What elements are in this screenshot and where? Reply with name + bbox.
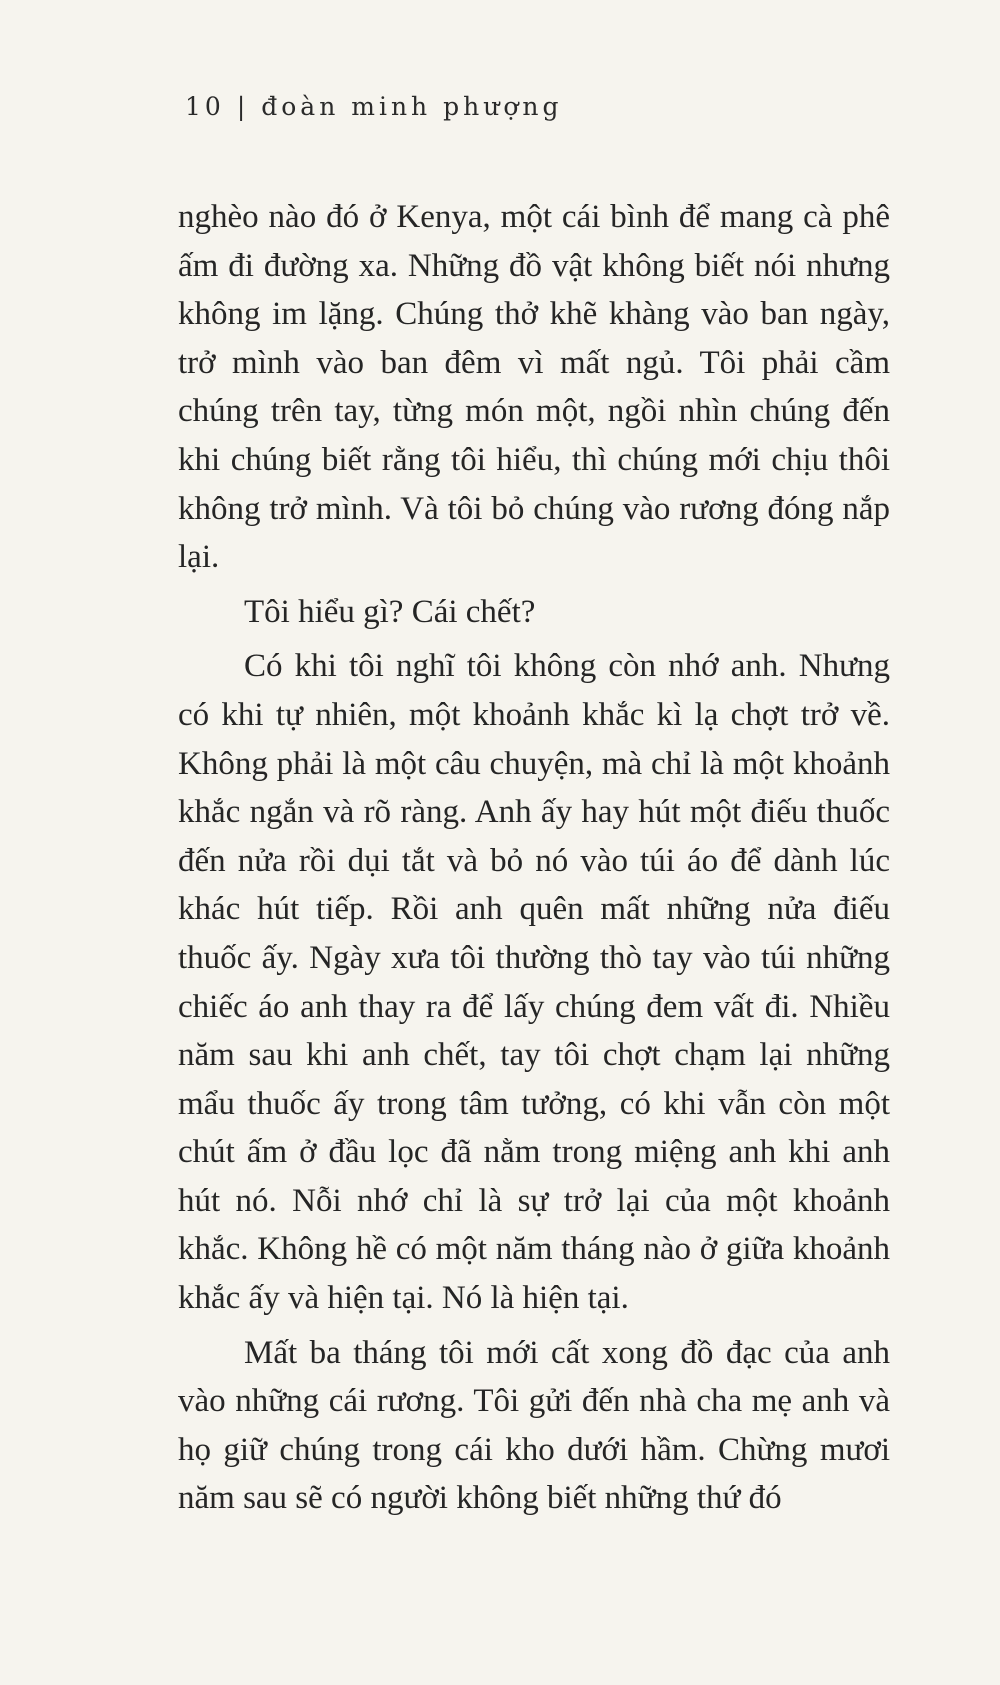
header-separator: | xyxy=(236,92,250,121)
body-text xyxy=(178,193,890,1529)
running-header xyxy=(185,92,562,121)
page-number: 10 xyxy=(185,92,225,121)
paragraph-3: Có khi tôi nghĩ tôi không còn nhớ anh. Nhưng có khi tự nhiên, một khoảnh khắc kì lạ chợt trở về. Không phải là một câu chuyện, mà chỉ là một khoảnh khắc ngắn và rõ ràng. Anh ấy hay hút một điếu thuốc đến nửa rồi dụi tắt và bỏ nó vào túi áo để dành lúc khác hút tiếp. Rồi anh quên mất những nửa điếu thuốc ấy. Ngày xưa tôi thường thò tay vào túi những chiếc áo anh thay ra để lấy chúng đem vất đi. Nhiều năm sau khi anh chết, tay tôi chợt chạm lại những mẩu thuốc ấy trong tâm tưởng, có khi vẫn còn một chút ấm ở đầu lọc đã nằm trong miệng anh khi anh hút nó. Nỗi nhớ chỉ là sự trở lại của một khoảnh khắc. Không hề có một năm tháng nào ở giữa khoảnh khắc ấy và hiện tại. Nó là hiện tại. xyxy=(178,648,890,1317)
paragraph-4: Mất ba tháng tôi mới cất xong đồ đạc của anh vào những cái rương. Tôi gửi đến nhà cha mẹ anh và họ giữ chúng trong cái kho dưới hầm. Chừng mươi năm sau sẽ có người không biết những thứ đó xyxy=(178,1334,890,1517)
paragraph-2: Tôi hiểu gì? Cái chết? xyxy=(244,593,536,630)
author-name: đoàn minh phượng xyxy=(261,92,563,121)
paragraph-1: nghèo nào đó ở Kenya, một cái bình để mang cà phê ấm đi đường xa. Những đồ vật không biết nói nhưng không im lặng. Chúng thở khẽ khàng vào ban ngày, trở mình vào ban đêm vì mất ngủ. Tôi phải cầm chúng trên tay, từng món một, ngồi nhìn chúng đến khi chúng biết rằng tôi hiểu, thì chúng mới chịu thôi không trở mình. Và tôi bỏ chúng vào rương đóng nắp lại. xyxy=(178,199,890,576)
